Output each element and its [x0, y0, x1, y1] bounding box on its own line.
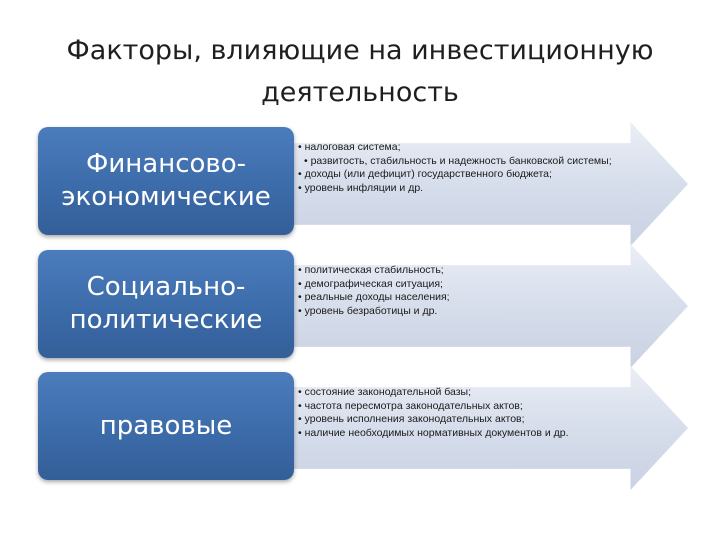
category-legal [38, 372, 294, 480]
social-factors-list [298, 264, 634, 318]
list-item: • наличие необходимых нормативных документов и др. [298, 427, 634, 441]
category-social-line1: Социально- [86, 272, 246, 302]
list-item: • доходы (или дефицит) государственного бюджета; [298, 168, 634, 182]
category-social [38, 250, 294, 358]
financial-factors-list [298, 141, 634, 195]
category-financial-line2: экономические [61, 182, 271, 212]
list-item: • реальные доходы населения; [298, 291, 634, 305]
list-item: • уровень инфляции и др. [298, 182, 634, 196]
category-social-line2: политические [69, 305, 263, 335]
list-item: • частота пересмотра законодательных актов; [298, 400, 634, 414]
list-item: • уровень исполнения законодательных актов; [298, 413, 634, 427]
list-item: • демографическая ситуация; [298, 278, 634, 292]
list-item: • развитость, стабильность и надежность банковской системы; [298, 155, 634, 169]
list-item: • политическая стабильность; [298, 264, 634, 278]
legal-factors-list [298, 386, 634, 440]
list-item: • состояние законодательной базы; [298, 386, 634, 400]
category-legal-line1: правовые [99, 410, 233, 441]
list-item: • налоговая система; [298, 141, 634, 155]
category-financial [38, 127, 294, 235]
page-title: Факторы, влияющие на инвестиционную деятельность [66, 35, 654, 108]
category-financial-line1: Финансово- [85, 149, 247, 179]
list-item: • уровень безработицы и др. [298, 305, 634, 319]
